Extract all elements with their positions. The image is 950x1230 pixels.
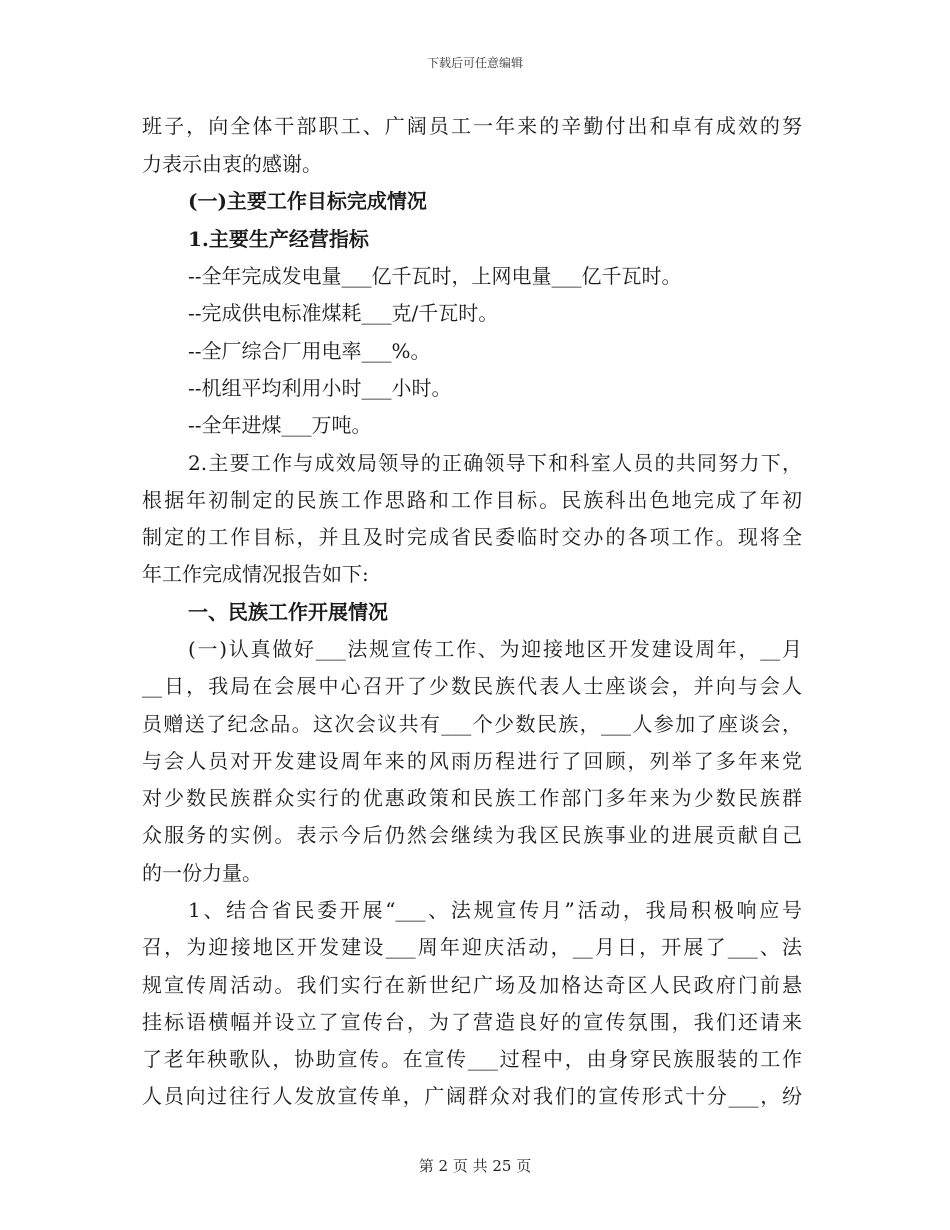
paragraph-line: 班子，向全体干部职工、广阔员工一年来的辛勤付出和卓有成效的努 bbox=[142, 114, 802, 138]
page-header: 下载后可任意编辑 bbox=[426, 56, 523, 70]
paragraph-line: 2.主要工作与成效局领导的正确领导下和科室人员的共同努力下， bbox=[188, 451, 802, 475]
indicator-line: --全年完成发电量___亿千瓦时，上网电量___亿千瓦时。 bbox=[188, 264, 682, 288]
paragraph-line: 人员向过往行人发放宣传单，广阔群众对我们的宣传形式十分___，纷 bbox=[142, 1084, 802, 1108]
paragraph-line: 年工作完成情况报告如下: bbox=[142, 562, 369, 586]
section-heading: 一、民族工作开展情况 bbox=[188, 600, 388, 624]
paragraph-line: 根据年初制定的民族工作思路和工作目标。民族科出色地完成了年初 bbox=[142, 488, 802, 512]
paragraph-line: 力表示由衷的感谢。 bbox=[142, 152, 322, 176]
paragraph-line: (一)认真做好___法规宣传工作、为迎接地区开发建设周年，__月 bbox=[188, 637, 802, 661]
subsection-heading: 1.主要生产经营指标 bbox=[188, 227, 369, 251]
paragraph-line: 对少数民族群众实行的优惠政策和民族工作部门多年来为少数民族群 bbox=[142, 786, 802, 810]
paragraph-line: 制定的工作目标，并且及时完成省民委临时交办的各项工作。现将全 bbox=[142, 525, 802, 549]
paragraph-line: 众服务的实例。表示今后仍然会继续为我区民族事业的进展贡献自己 bbox=[142, 823, 802, 847]
indicator-line: --完成供电标准煤耗___克/千瓦时。 bbox=[188, 301, 499, 325]
paragraph-line: 挂标语横幅并设立了宣传台，为了营造良好的宣传氛围，我们还请来 bbox=[142, 1010, 802, 1034]
page-number: 第 2 页 共 25 页 bbox=[418, 1157, 532, 1175]
paragraph-line: 召，为迎接地区开发建设___周年迎庆活动，__月日，开展了___、法 bbox=[142, 935, 802, 959]
indicator-line: --机组平均利用小时___小时。 bbox=[188, 376, 452, 400]
paragraph-line: 员赠送了纪念品。这次会议共有___个少数民族，___人参加了座谈会， bbox=[142, 712, 802, 736]
paragraph-line: 了老年秧歌队，协助宣传。在宣传___过程中，由身穿民族服装的工作 bbox=[142, 1047, 802, 1071]
indicator-line: --全年进煤___万吨。 bbox=[188, 413, 372, 437]
paragraph-line: __日，我局在会展中心召开了少数民族代表人士座谈会，并向与会人 bbox=[142, 674, 802, 698]
section-heading: (一)主要工作目标完成情况 bbox=[188, 189, 427, 213]
paragraph-line: 与会人员对开发建设周年来的风雨历程进行了回顾，列举了多年来党 bbox=[142, 749, 802, 773]
indicator-line: --全厂综合厂用电率___%。 bbox=[188, 339, 431, 363]
paragraph-line: 1、结合省民委开展“___、法规宣传月”活动，我局积极响应号 bbox=[188, 898, 802, 922]
paragraph-line: 规宣传周活动。我们实行在新世纪广场及加格达奇区人民政府门前悬 bbox=[142, 973, 802, 997]
paragraph-line: 的一份力量。 bbox=[142, 861, 262, 885]
